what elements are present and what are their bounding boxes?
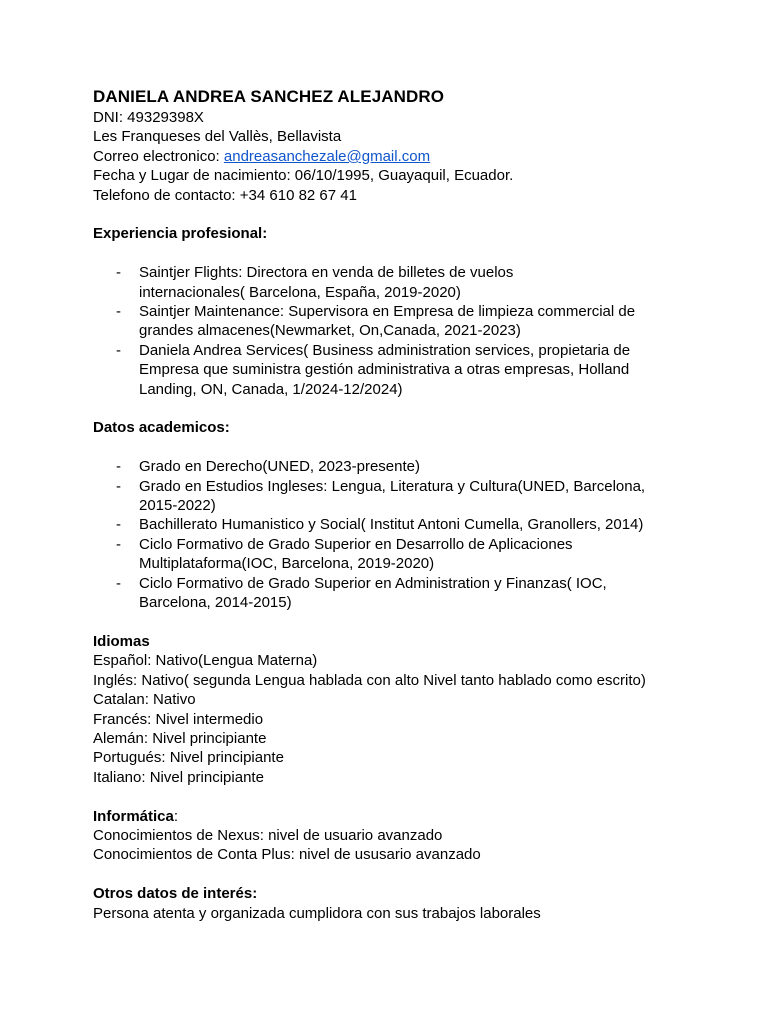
language-line: Italiano: Nivel principiante (93, 768, 264, 786)
spacer (93, 787, 703, 806)
list-item (93, 535, 703, 574)
spacer (93, 244, 703, 263)
dash-bullet: - (116, 264, 121, 282)
academic-heading: Datos academicos: (93, 419, 230, 437)
dash-bullet: - (116, 303, 121, 321)
address-line: Les Franqueses del Vallès, Bellavista (93, 128, 342, 146)
language-line: Alemán: Nivel principiante (93, 729, 267, 747)
list-item (93, 341, 703, 399)
list-item (93, 574, 703, 613)
spacer (93, 865, 703, 884)
experience-list (93, 263, 703, 399)
list-item-line: Ciclo Formativo de Grado Superior en Administration y Finanzas( IOC, (139, 574, 607, 592)
other-line: Persona atenta y organizada cumplidora con sus trabajos laborales (93, 904, 541, 922)
dash-bullet: - (116, 341, 121, 359)
language-line: Portugués: Nivel principiante (93, 749, 284, 767)
list-item (93, 477, 703, 516)
dash-bullet: - (116, 477, 121, 495)
list-item-line: Landing, ON, Canada, 1/2024-12/2024) (139, 380, 403, 398)
email-link[interactable]: andreasanchezale@gmail.com (223, 147, 431, 165)
academic-list (93, 457, 703, 612)
list-item-line: Multiplataforma(IOC, Barcelona, 2019-2020) (139, 555, 435, 573)
computing-heading (93, 807, 703, 826)
other-heading: Otros datos de interés: (93, 885, 258, 903)
list-item-line: 2015-2022) (139, 497, 216, 515)
list-item-line: Grado en Estudios Ingleses: Lengua, Literatura y Cultura(UNED, Barcelona, (139, 477, 646, 495)
language-line: Catalan: Nativo (93, 691, 196, 709)
person-name: DANIELA ANDREA SANCHEZ ALEJANDRO (93, 87, 445, 106)
dni-line: DNI: 49329398X (93, 109, 204, 126)
spacer (93, 438, 703, 457)
birth-line: Fecha y Lugar de nacimiento: 06/10/1995, Guayaquil, Ecuador. (93, 167, 514, 185)
list-item-line: Barcelona, 2014-2015) (139, 594, 292, 612)
list-item-line: Bachillerato Humanistico y Social( Institut Antoni Cumella, Granollers, 2014) (139, 516, 644, 534)
list-item-line: grandes almacenes(Newmarket, On,Canada, 2021-2023) (139, 322, 521, 340)
spacer (93, 399, 703, 418)
list-item-line: Saintjer Maintenance: Supervisora en Empresa de limpieza commercial de (139, 303, 636, 321)
language-line: Francés: Nivel intermedio (93, 710, 264, 728)
list-item (93, 263, 703, 302)
computing-heading-colon: : (173, 807, 179, 825)
spacer (93, 205, 703, 224)
computing-line: Conocimientos de Nexus: nivel de usuario avanzado (93, 826, 443, 844)
dash-bullet: - (116, 535, 121, 553)
list-item (93, 515, 703, 534)
experience-heading: Experiencia profesional: (93, 225, 268, 243)
list-item (93, 302, 703, 341)
list-item-line: Daniela Andrea Services( Business administration services, propietaria de (139, 341, 631, 359)
cv-document (93, 86, 703, 923)
computing-heading-text: Informática (93, 807, 174, 825)
dash-bullet: - (116, 516, 121, 534)
email-line (93, 147, 703, 166)
list-item-line: internacionales( Barcelona, España, 2019-2020) (139, 283, 461, 301)
dash-bullet: - (116, 574, 121, 592)
phone-line: Telefono de contacto: +34 610 82 67 41 (93, 186, 357, 204)
email-label: Correo electronico: (93, 147, 224, 165)
computing-line: Conocimientos de Conta Plus: nivel de ususario avanzado (93, 846, 481, 864)
language-line: Inglés: Nativo( segunda Lengua hablada con alto Nivel tanto hablado como escrito) (93, 671, 646, 689)
list-item-line: Saintjer Flights: Directora en venda de billetes de vuelos (139, 264, 514, 282)
list-item-line: Grado en Derecho(UNED, 2023-presente) (139, 458, 420, 476)
language-line: Español: Nativo(Lengua Materna) (93, 652, 318, 670)
spacer (93, 613, 703, 632)
list-item-line: Ciclo Formativo de Grado Superior en Desarrollo de Aplicaciones (139, 535, 573, 553)
list-item (93, 457, 703, 476)
list-item-line: Empresa que suministra gestión administrativa a otras empresas, Holland (139, 361, 630, 379)
languages-heading: Idiomas (93, 632, 150, 650)
dash-bullet: - (116, 458, 121, 476)
